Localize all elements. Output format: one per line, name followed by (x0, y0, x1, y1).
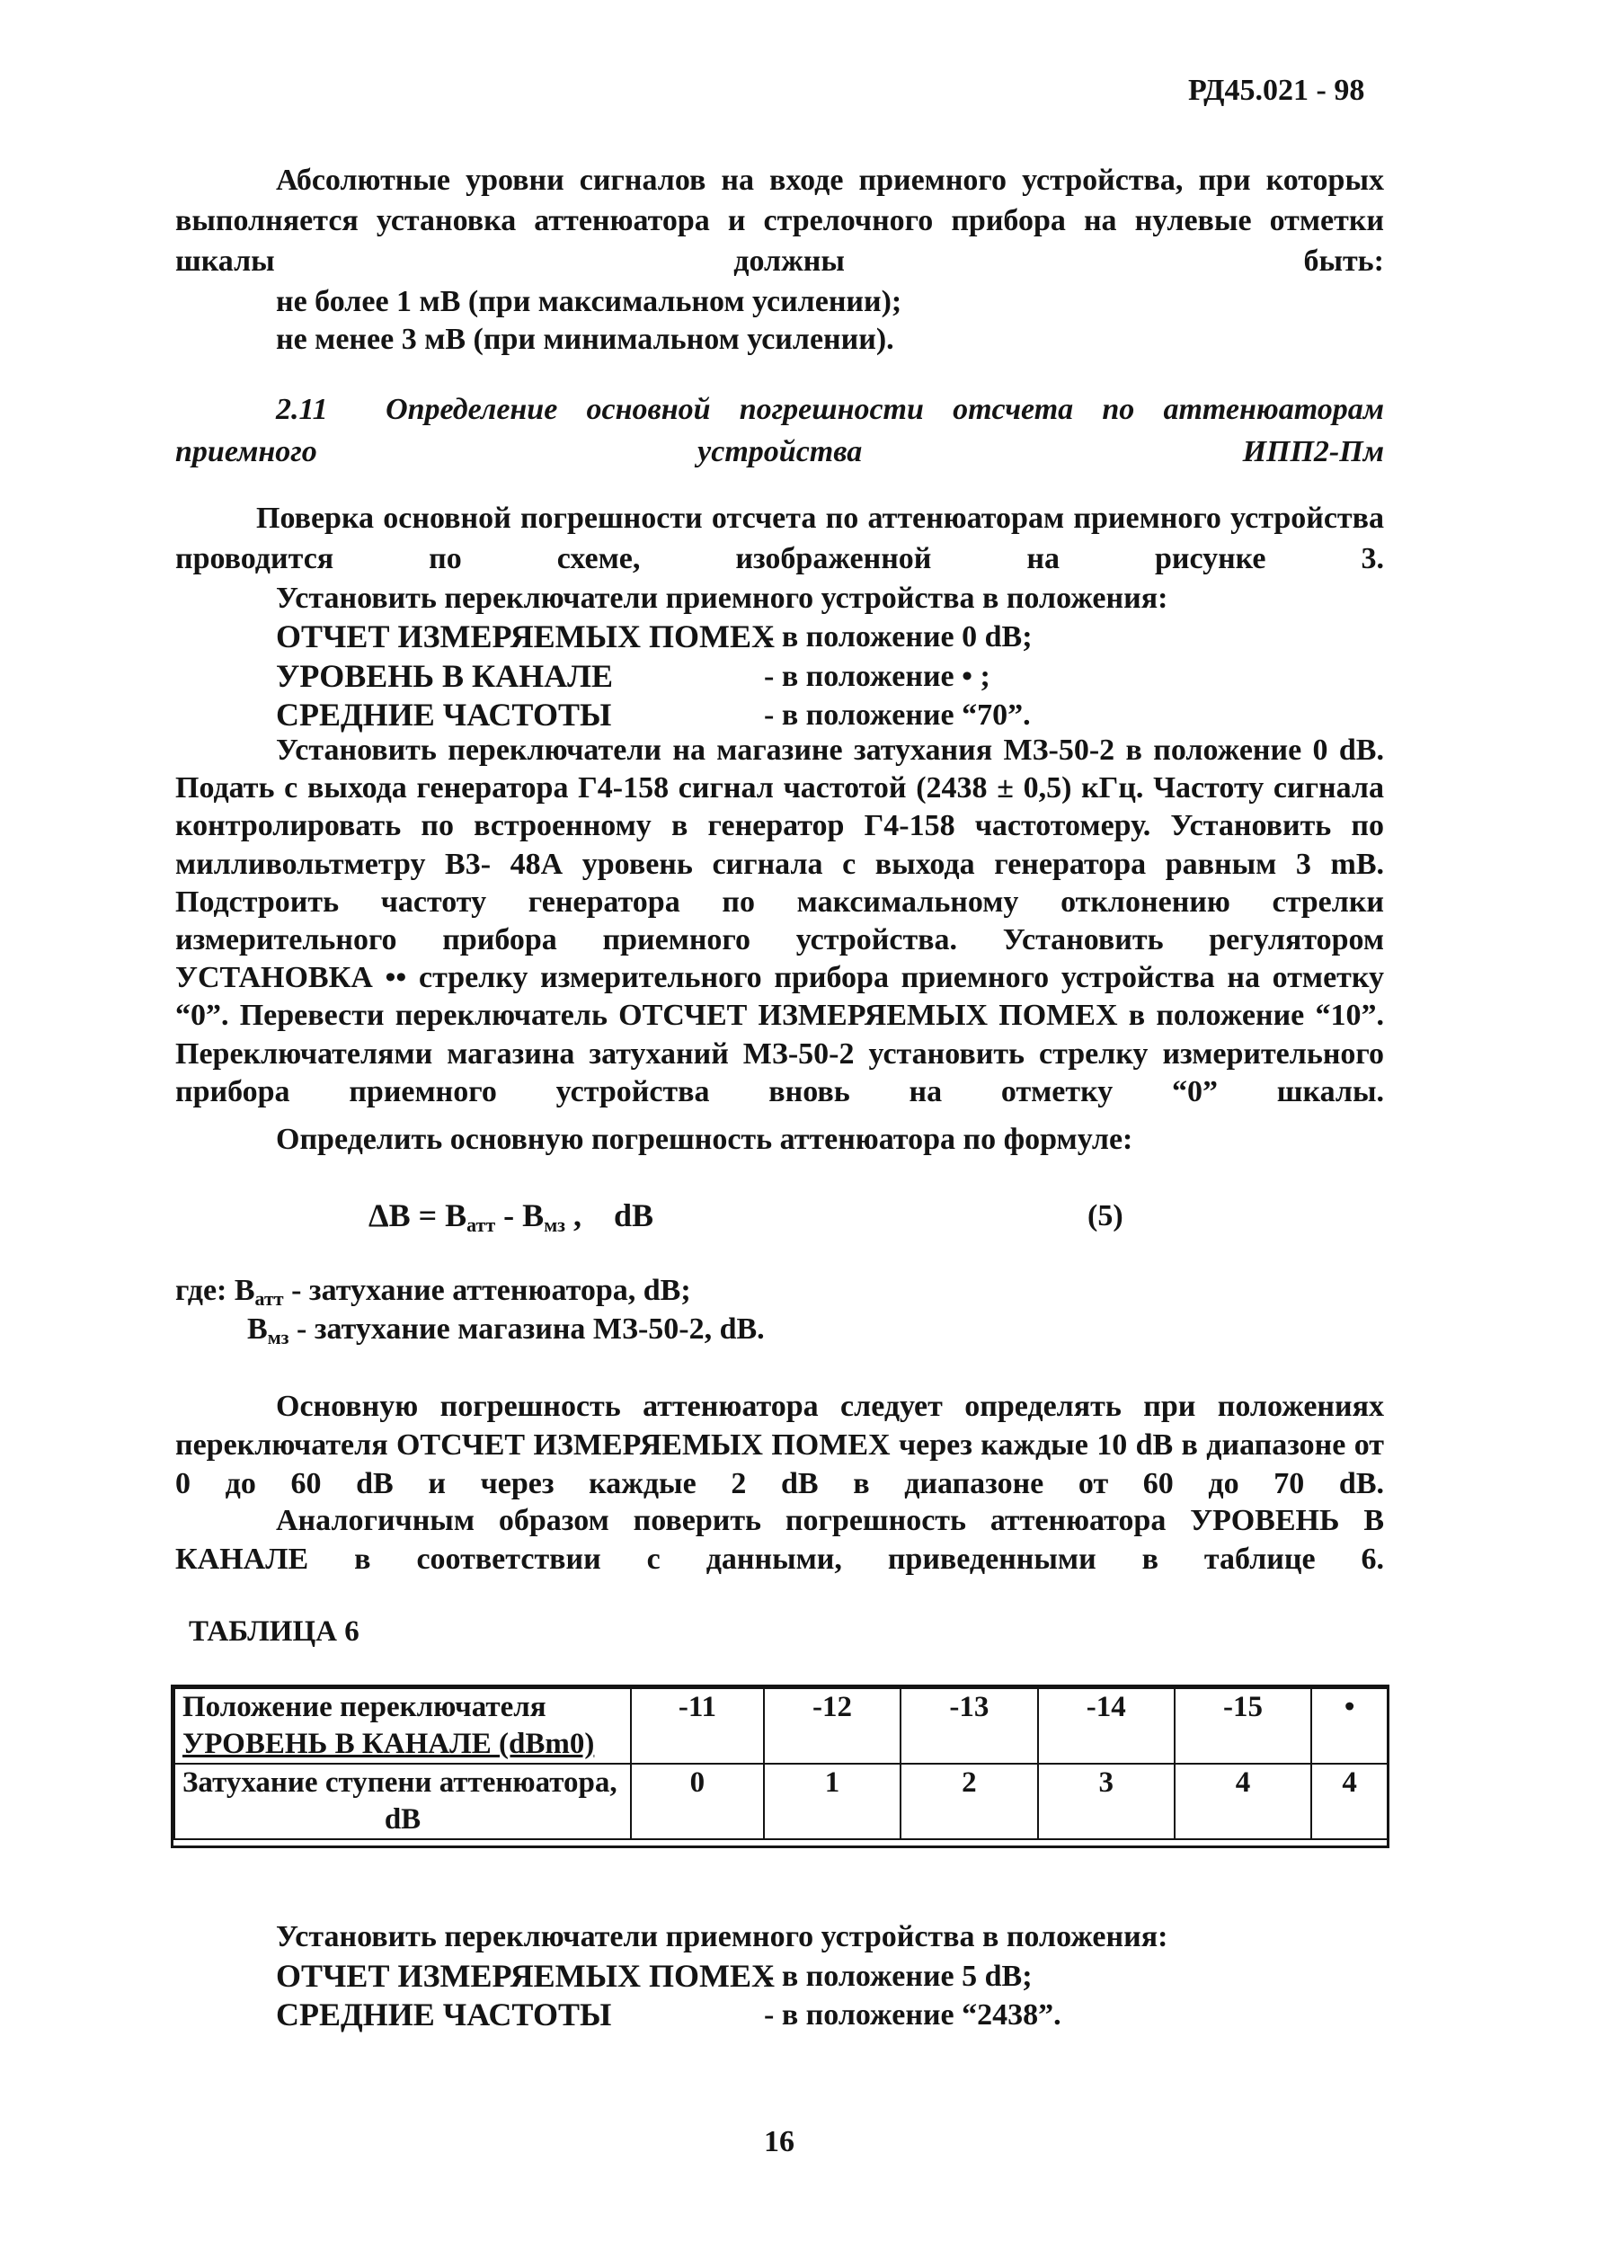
table-cell: -11 (631, 1688, 764, 1764)
page-number: 16 (764, 2125, 794, 2158)
body-paragraph-2: Установить переключатели приемного устройства в положения: (276, 582, 1168, 615)
table-row-label-line: Положение переключателя (182, 1691, 546, 1723)
formula-minus: - (503, 1197, 515, 1233)
body-paragraph-1: Поверка основной погрешности отсчета по аттенюаторам приемного устройства проводится по схеме, изображенной на рисунке 3. (175, 502, 1384, 575)
body-paragraph-6: Аналогичным образом поверить погрешность аттенюатора УРОВЕНЬ В КАНАЛЕ в соответствии с данными, приведенными в таблице 6. (175, 1504, 1384, 1576)
section-number: 2.11 (276, 393, 328, 426)
footer-paragraph: Установить переключатели приемного устройства в положения: (276, 1920, 1168, 1953)
intro-line-2: не менее 3 мВ (при минимальном усилении). (276, 323, 894, 356)
switch-3-name: СРЕДНИЕ ЧАСТОТЫ (276, 697, 612, 733)
where-sub-mz: мз (267, 1326, 289, 1348)
table-row (174, 1764, 1388, 1839)
formula-number: (5) (1087, 1199, 1123, 1232)
formula-sub-att: атт (466, 1214, 496, 1236)
where-b-mz: B (247, 1312, 268, 1346)
table-cell: -15 (1175, 1688, 1311, 1764)
where-prefix: где: (175, 1274, 227, 1307)
table-cell: -12 (764, 1688, 901, 1764)
where-sub-att: атт (254, 1287, 284, 1310)
table-cell: 3 (1038, 1764, 1175, 1839)
formula (368, 1196, 653, 1236)
formula-sub-mz: мз (544, 1214, 566, 1236)
table-row-label-line: УРОВЕНЬ В КАНАЛЕ (dBm0) (182, 1728, 595, 1760)
table-row (174, 1688, 1388, 1764)
table-cell: 0 (631, 1764, 764, 1839)
section-title: Определение основной погрешности отсчета по аттенюаторам приемного устройства ИПП2-Пм (175, 393, 1385, 468)
intro-paragraph: Абсолютные уровни сигналов на входе приемного устройства, при которых выполняется установка аттенюатора и стрелочного прибора на нулевые отметки шкалы должны быть: (175, 164, 1384, 278)
formula-b-att: B (445, 1197, 467, 1233)
where-line-1-text: - затухание аттенюатора, dB; (291, 1274, 691, 1307)
table-cell: -13 (901, 1688, 1037, 1764)
body-paragraph-3: Установить переключатели на магазине затухания МЗ-50-2 в положение 0 dB. Подать с выхода генератора Г4-158 сигнал частотой (2438 ± 0,5) кГц. Частоту сигнала контролировать по встроенному в генератор Г4-158 частотомеру. Установить по милливольтметру В3- 48А уровень сигнала с выхода генератора равным 3 mB. Подстроить частоту генератора по максимальному отклонению стрелки измерительного прибора приемного устройства. Установить регулятором УСТАНОВКА •• стрелку измерительного прибора приемного устройства на отметку “0”. Перевести переключатель ОТСЧЕТ ИЗМЕРЯЕМЫХ ПОМЕХ в положение “10”. Переключателями магазина затуханий МЗ-50-2 установить стрелку измерительного прибора приемного устройства вновь на отметку “0” шкалы. (175, 734, 1384, 1108)
switch-3-position: - в положение “70”. (764, 698, 1031, 732)
table-cell: 4 (1175, 1764, 1311, 1839)
doc-code: РД45.021 - 98 (1188, 74, 1365, 107)
switch-5-position: - в положение “2438”. (764, 1998, 1061, 2032)
section-heading (175, 388, 1384, 473)
formula-equals: = (418, 1197, 438, 1233)
table-cell: -14 (1038, 1688, 1175, 1764)
body-paragraph-5: Основную погрешность аттенюатора следует определять при положениях переключателя ОТСЧЕТ ИЗМЕРЯЕМЫХ ПОМЕХ через каждые 10 dB в диапазоне от 0 до 60 dB и через каждые 2 dB в диапазоне от 60 до 70 dB. (175, 1390, 1384, 1500)
where-b-att: B (234, 1274, 255, 1307)
where-line-2 (247, 1309, 765, 1349)
body-paragraph-4: Определить основную погрешность аттенюатора по формуле: (276, 1123, 1133, 1156)
switch-1-name: ОТЧЕТ ИЗМЕРЯЕМЫХ ПОМЕХ (276, 618, 775, 654)
switch-2-name: УРОВЕНЬ В КАНАЛЕ (276, 658, 613, 694)
table-cell: 1 (764, 1764, 901, 1839)
where-line-2-text: - затухание магазина МЗ-50-2, dB. (297, 1312, 765, 1346)
switch-4-position: - в положение 5 dB; (764, 1960, 1033, 1993)
table-6 (173, 1687, 1389, 1840)
switch-1-position: - в положение 0 dB; (764, 620, 1033, 654)
formula-unit: , dB (573, 1197, 654, 1233)
table-cell: • (1311, 1688, 1388, 1764)
table-caption: ТАБЛИЦА 6 (189, 1615, 359, 1648)
switch-4-name: ОТЧЕТ ИЗМЕРЯЕМЫХ ПОМЕХ (276, 1958, 775, 1994)
intro-line-1: не более 1 мВ (при максимальном усилении); (276, 285, 902, 318)
table-cell: 2 (901, 1764, 1037, 1839)
switch-5-name: СРЕДНИЕ ЧАСТОТЫ (276, 1997, 612, 2032)
table-row-label (174, 1688, 631, 1764)
where-line-1 (175, 1270, 691, 1311)
table-row-label-line: Затухание ступени аттенюатора, (182, 1766, 617, 1799)
table-row-label-line: dB (384, 1803, 422, 1836)
formula-lhs: ΔB (368, 1197, 411, 1233)
formula-b-mz: B (522, 1197, 545, 1233)
table-row-label (174, 1764, 631, 1839)
switch-2-position: - в положение • ; (764, 660, 990, 693)
table-cell: 4 (1311, 1764, 1388, 1839)
